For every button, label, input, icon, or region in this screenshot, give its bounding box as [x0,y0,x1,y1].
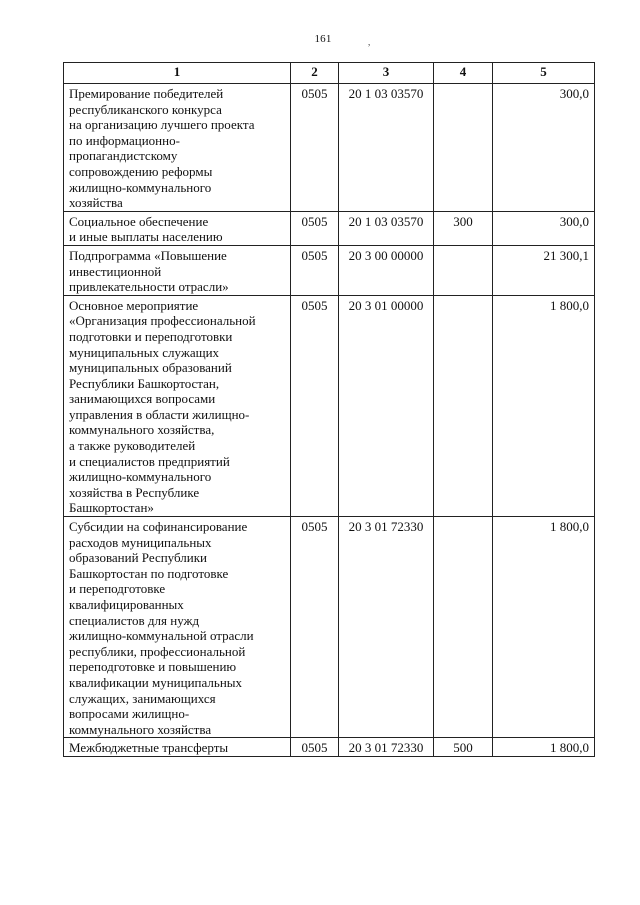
budget-table [63,62,595,757]
row-name-line: коммунального хозяйства [69,721,212,737]
table-row [64,211,595,245]
row-name-line: на организацию лучшего проекта [69,117,255,133]
header-row [64,63,595,84]
row-target-cell: 20 3 00 00000 [339,245,434,295]
row-name-line: подготовки и переподготовки [69,328,233,344]
header-col-4: 4 [434,63,493,84]
row-section-cell: 0505 [291,517,339,738]
table-row [64,738,595,757]
row-amount-cell: 1 800,0 [493,517,595,738]
row-name-line: Башкортостан» [69,500,154,516]
row-name-line: муниципальных образований [69,360,232,376]
row-name-line: хозяйства в Республике [69,484,200,500]
row-name-cell [64,295,291,516]
row-name-line: вопросами жилищно- [69,706,190,722]
row-amount-cell: 21 300,1 [493,245,595,295]
row-name-line: и переподготовке [69,581,166,597]
row-expense-type-cell [434,245,493,295]
row-name-line: и специалистов предприятий [69,453,230,469]
page-number-text: 161 [314,33,332,45]
row-name-line: Межбюджетные трансферты [69,740,229,756]
row-target-cell: 20 1 03 03570 [339,211,434,245]
row-name-line: управления в области жилищно- [69,406,250,422]
header-col-3: 3 [339,63,434,84]
row-name-line: Подпрограмма «Повышение [69,247,227,263]
header-col-2: 2 [291,63,339,84]
table-body [64,84,595,757]
row-section-cell: 0505 [291,295,339,516]
row-target-cell: 20 3 01 72330 [339,517,434,738]
row-name-cell [64,517,291,738]
row-name-cell [64,84,291,212]
row-name-line: Премирование победителей [69,86,224,101]
row-target-cell: 20 3 01 72330 [339,738,434,757]
row-name-cell [64,245,291,295]
row-name-line: квалифицированных [69,597,184,612]
row-name-cell [64,738,291,757]
row-name-line: служащих, занимающихся [69,690,216,706]
row-name-line: инвестиционной [69,263,162,279]
row-name-line: квалификации муниципальных [69,674,243,690]
row-name-line: хозяйства [69,195,123,211]
row-name-line: жилищно-коммунальной отрасли [69,628,254,644]
row-target-cell: 20 1 03 03570 [339,84,434,212]
table-row [64,84,595,212]
row-name-line: специалистов для нужд [69,612,200,628]
row-name-line: расходов муниципальных [69,534,212,550]
row-name-line: «Организация профессиональной [69,313,256,329]
table-row [64,245,595,295]
row-expense-type-cell [434,295,493,516]
header-col-5: 5 [493,63,595,84]
row-name-line: Республики Башкортостан, [69,375,220,391]
row-name-line: коммунального хозяйства, [69,422,215,438]
row-expense-type-cell [434,517,493,738]
row-amount-cell: 1 800,0 [493,295,595,516]
row-name-line: Основное мероприятие [69,297,199,313]
row-name-line: жилищно-коммунального [69,179,212,195]
row-name-line: республиканского конкурса [69,101,222,117]
row-name-line: по информационно- [69,132,180,148]
row-name-line: а также руководителей [69,438,196,454]
row-expense-type-cell [434,84,493,212]
row-name-cell [64,211,291,245]
row-name-line: образований Республики [69,550,208,566]
row-name-line: республики, профессиональной [69,643,246,659]
row-amount-cell: 300,0 [493,84,595,212]
row-section-cell: 0505 [291,211,339,245]
row-section-cell: 0505 [291,84,339,212]
row-expense-type-cell: 300 [434,211,493,245]
row-amount-cell: 300,0 [493,211,595,245]
row-amount-cell: 1 800,0 [493,738,595,757]
row-target-cell: 20 3 01 00000 [339,295,434,516]
row-name-line: сопровождению реформы [69,163,213,179]
row-expense-type-cell: 500 [434,738,493,757]
page-number [0,33,640,45]
row-name-line: Социальное обеспечение [69,213,209,229]
row-section-cell: 0505 [291,738,339,757]
row-name-line: Субсидии на софинансирование [69,519,248,535]
row-name-line: переподготовке и повышению [69,659,237,675]
row-name-line: муниципальных служащих [69,344,220,360]
row-name-line: Башкортостан по подготовке [69,565,229,581]
row-name-line: пропагандистскому [69,148,178,164]
row-name-line: и иные выплаты населению [69,229,223,245]
row-name-line: привлекательности отрасли» [69,279,229,295]
table-row [64,295,595,516]
row-name-line: занимающихся вопросами [69,391,216,407]
table-row [64,517,595,738]
header-col-1: 1 [64,63,291,84]
page-speck: , [368,37,371,47]
row-section-cell: 0505 [291,245,339,295]
row-name-line: жилищно-коммунального [69,469,212,485]
